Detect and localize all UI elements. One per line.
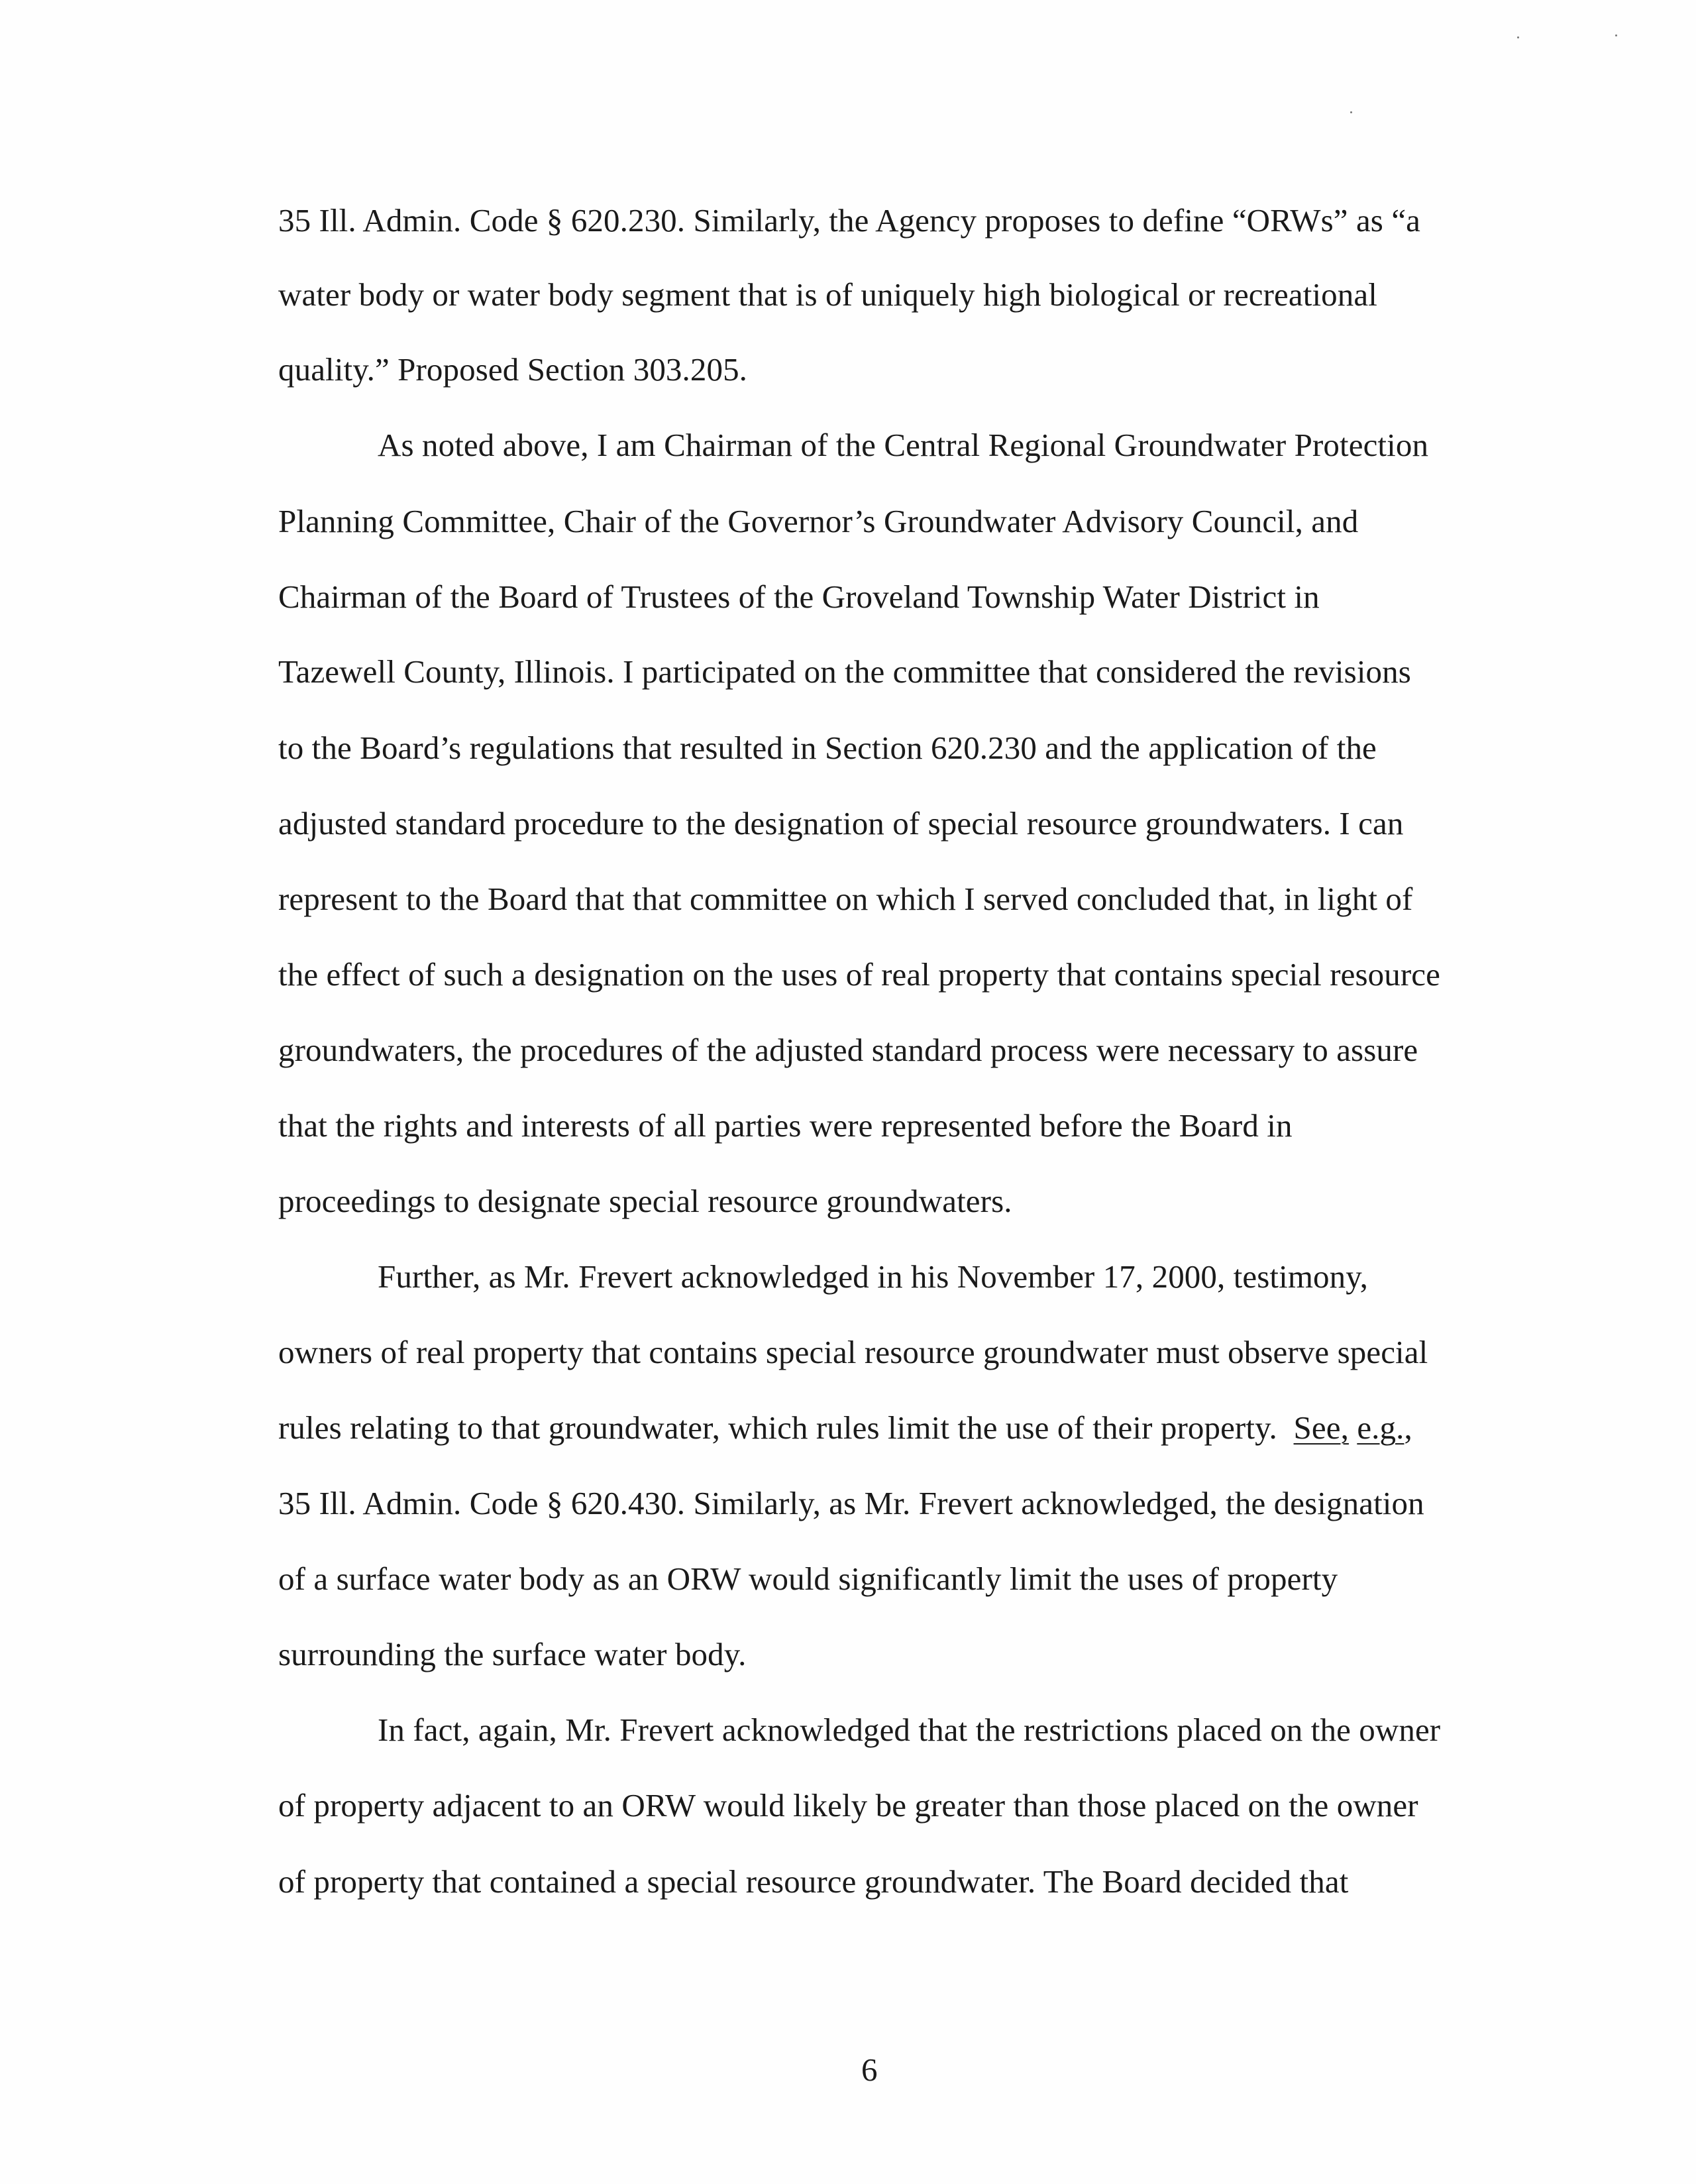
text-line: of property that contained a special resource groundwater. The Board decided that	[278, 1863, 1349, 1900]
scan-speck	[1615, 34, 1617, 36]
citation-comma: ,	[1404, 1409, 1412, 1446]
text-line: represent to the Board that that committee on which I served concluded that, in light of	[278, 881, 1413, 917]
text-line: to the Board’s regulations that resulted in Section 620.230 and the application of the	[278, 730, 1377, 766]
text-line: Planning Committee, Chair of the Governor’s Groundwater Advisory Council, and	[278, 503, 1359, 539]
text-line: 35 Ill. Admin. Code § 620.230. Similarly, the Agency proposes to define “ORWs” as “a	[278, 202, 1421, 239]
text-line: adjusted standard procedure to the designation of special resource groundwaters. I can	[278, 805, 1404, 842]
text-line: Chairman of the Board of Trustees of the Groveland Township Water District in	[278, 578, 1320, 615]
paragraph-first-line: As noted above, I am Chairman of the Central Regional Groundwater Protection	[378, 427, 1429, 463]
text-line: of a surface water body as an ORW would significantly limit the uses of property	[278, 1560, 1338, 1597]
citation-see: See,	[1293, 1409, 1349, 1446]
text-line: the effect of such a designation on the uses of real property that contains special resource	[278, 956, 1440, 993]
text-line: quality.” Proposed Section 303.205.	[278, 351, 748, 388]
scan-speck	[1517, 36, 1519, 38]
text-segment: rules relating to that groundwater, which rules limit the use of their property.	[278, 1409, 1277, 1446]
page-number: 6	[861, 2051, 878, 2088]
citation-eg: e.g.	[1357, 1409, 1404, 1446]
scan-speck	[1350, 111, 1352, 113]
text-line: groundwaters, the procedures of the adjusted standard process were necessary to assure	[278, 1032, 1418, 1068]
text-line: owners of real property that contains special resource groundwater must observe special	[278, 1334, 1428, 1370]
text-line: Tazewell County, Illinois. I participated on the committee that considered the revisions	[278, 653, 1411, 690]
text-line: that the rights and interests of all parties were represented before the Board in	[278, 1107, 1293, 1144]
text-line: 35 Ill. Admin. Code § 620.430. Similarly, as Mr. Frevert acknowledged, the designation	[278, 1485, 1424, 1521]
text-line: water body or water body segment that is of uniquely high biological or recreational	[278, 276, 1377, 313]
paragraph-first-line: In fact, again, Mr. Frevert acknowledged that the restrictions placed on the owner	[378, 1712, 1441, 1748]
text-line-with-citation	[278, 1408, 1412, 1448]
text-line: surrounding the surface water body.	[278, 1636, 747, 1672]
text-line: of property adjacent to an ORW would likely be greater than those placed on the owner	[278, 1787, 1418, 1824]
paragraph-first-line: Further, as Mr. Frevert acknowledged in his November 17, 2000, testimony,	[378, 1258, 1369, 1295]
text-line: proceedings to designate special resource groundwaters.	[278, 1183, 1012, 1219]
